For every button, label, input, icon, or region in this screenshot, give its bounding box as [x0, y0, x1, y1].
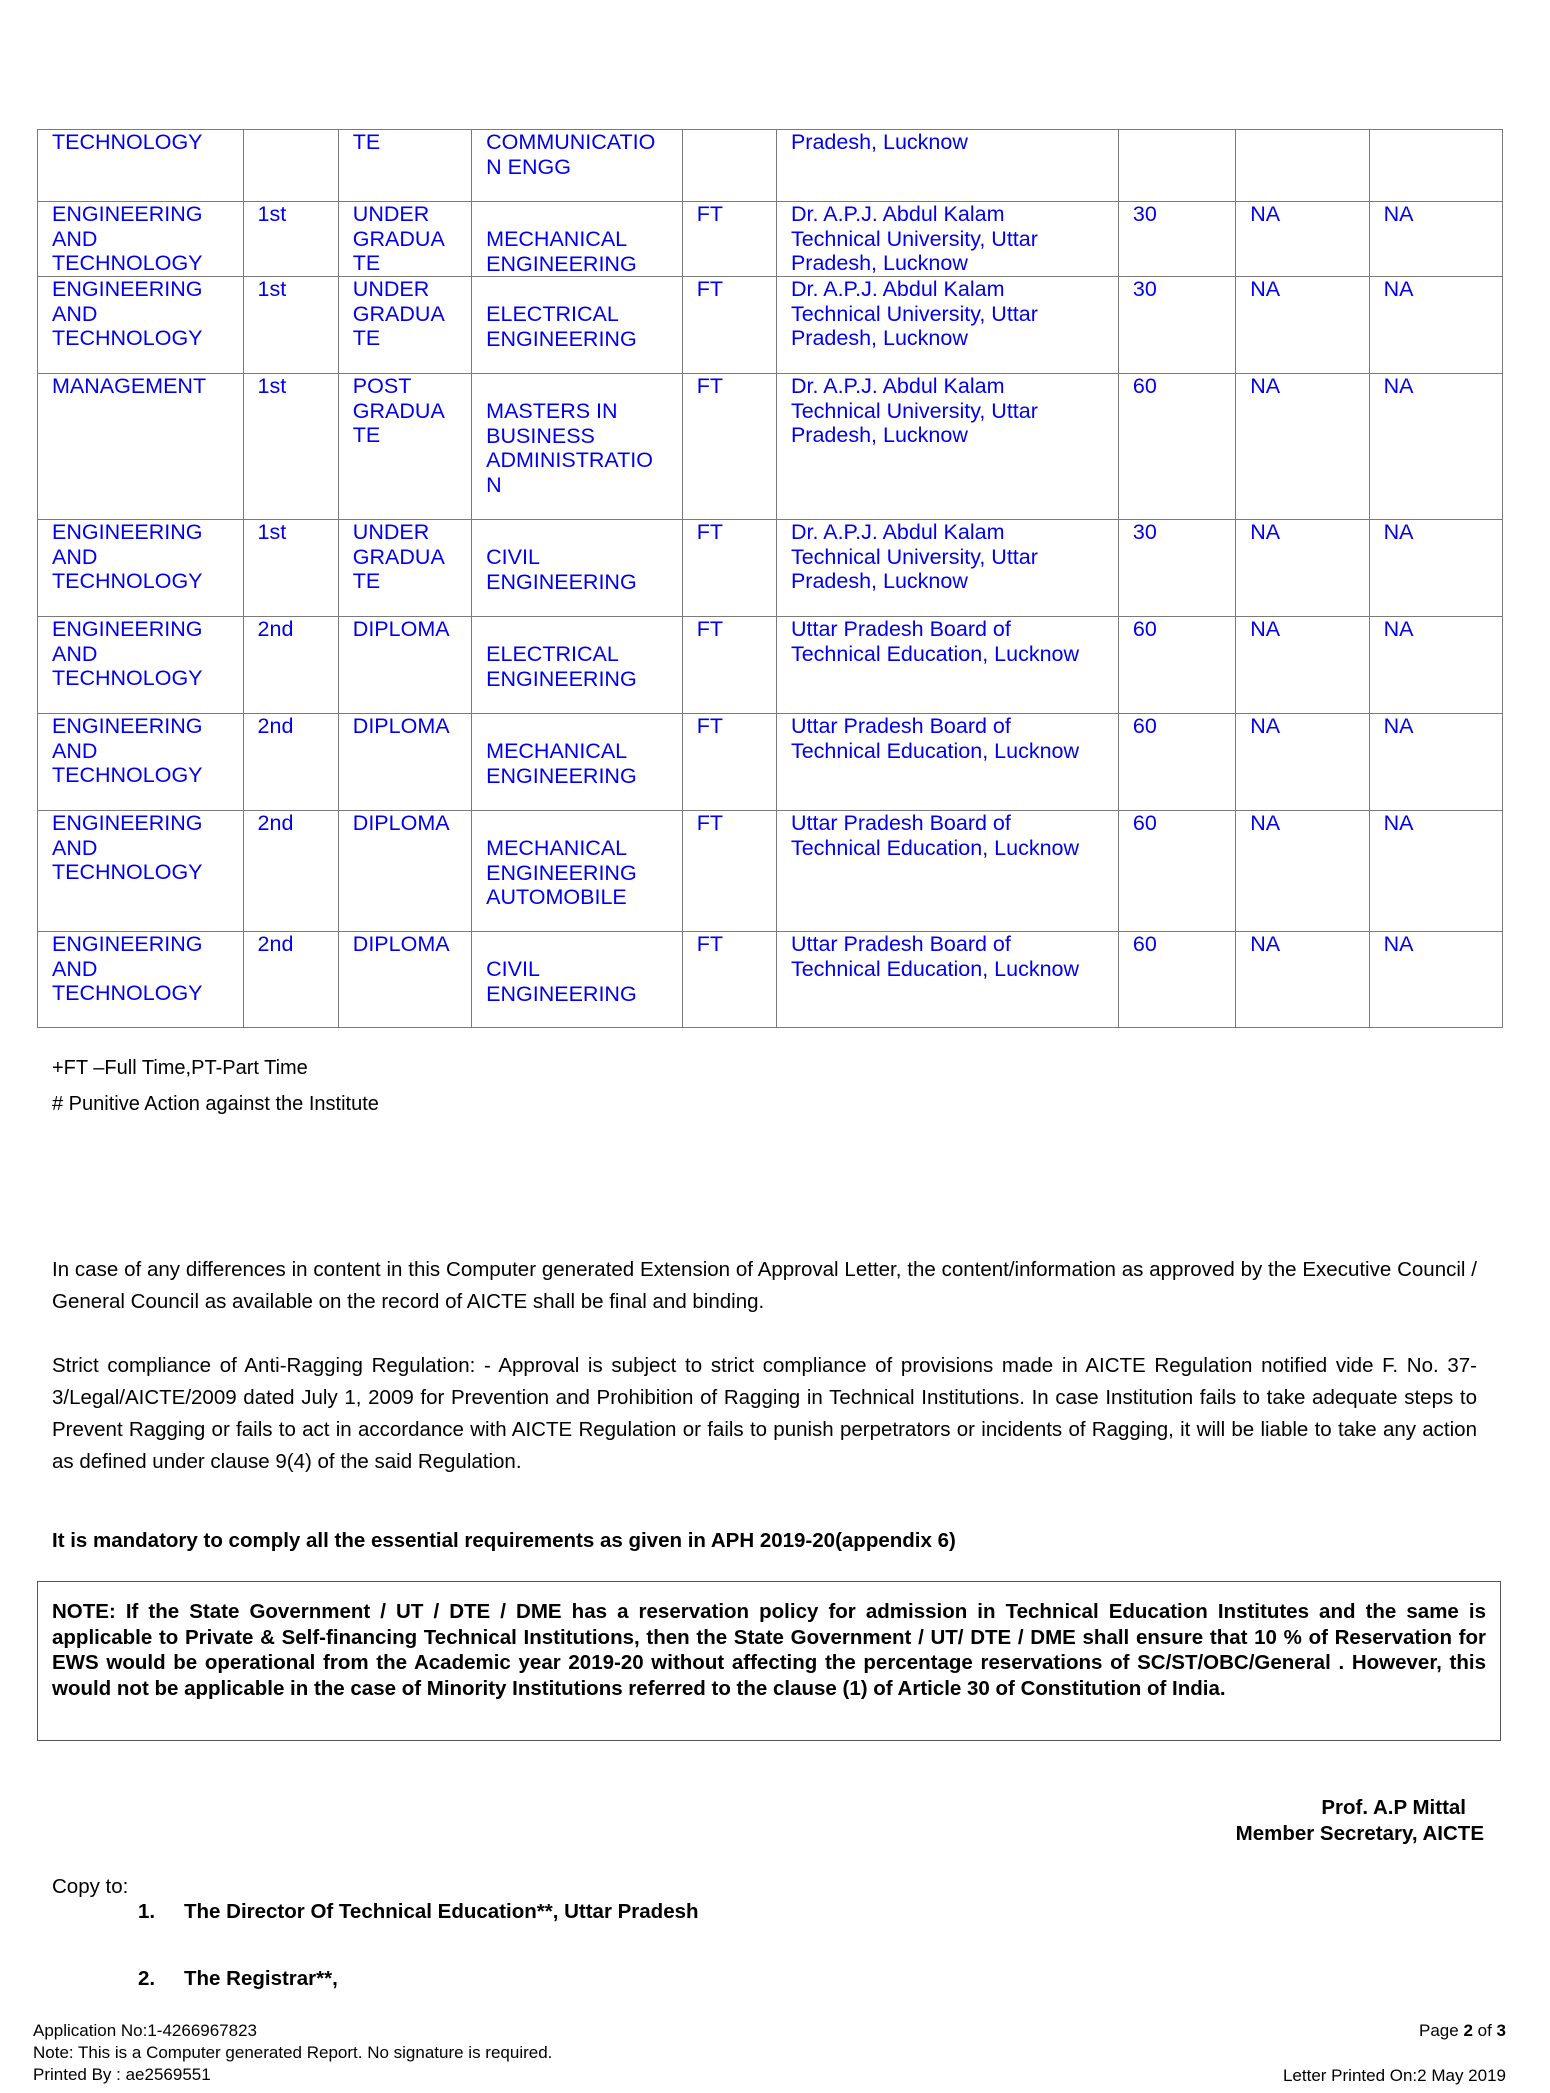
table-row: [38, 932, 1503, 1028]
cell-course: [472, 811, 683, 932]
cell-ft-pt: [682, 520, 776, 617]
legend-punitive-action: # Punitive Action against the Institute: [52, 1093, 379, 1115]
cell-level-text: POST GRADUA TE: [352, 374, 445, 447]
cell-ft-pt-text: FT: [696, 202, 723, 226]
cell-nri: [1236, 617, 1369, 714]
cell-program: [38, 811, 244, 932]
footer-page-number: [1419, 2020, 1506, 2042]
cell-affiliating-body: [776, 202, 1118, 277]
cell-shift-text: 2nd: [257, 811, 294, 835]
cell-intake: [1118, 374, 1235, 520]
cell-level-text: UNDER GRADUA TE: [352, 202, 445, 275]
cell-intake-text: 30: [1132, 520, 1157, 544]
cell-pio: [1369, 202, 1502, 277]
cell-pio-text: NA: [1383, 520, 1414, 544]
cell-nri-text: NA: [1250, 202, 1281, 226]
cell-ft-pt: [682, 932, 776, 1028]
cell-program: [38, 617, 244, 714]
copy-to-label: Copy to:: [52, 1875, 129, 1898]
cell-program-text: ENGINEERING AND TECHNOLOGY: [52, 617, 203, 690]
cell-program: [38, 714, 244, 811]
differences-paragraph: In case of any differences in content in this Computer generated Extension of Approval Letter, the content/information as approved by the Executive Council / General Council as available on the record of AICTE shall be final and binding.: [52, 1258, 1477, 1313]
cell-pio: [1369, 277, 1502, 374]
cell-ft-pt: [682, 811, 776, 932]
cell-pio: [1369, 617, 1502, 714]
cell-course: [472, 520, 683, 617]
cell-affiliating-body-text: Dr. A.P.J. Abdul Kalam Technical University, Uttar Pradesh, Lucknow: [790, 202, 1038, 275]
cell-intake-text: 30: [1132, 202, 1157, 226]
cell-affiliating-body: [776, 617, 1118, 714]
cell-course: [472, 130, 683, 202]
cell-course-text: CIVIL ENGINEERING: [486, 957, 637, 1006]
cell-level-text: UNDER GRADUA TE: [352, 277, 445, 350]
cell-nri: [1236, 374, 1369, 520]
cell-level: [338, 617, 471, 714]
copy-to-item: [138, 1900, 699, 1924]
cell-nri: [1236, 714, 1369, 811]
cell-nri: [1236, 130, 1369, 202]
cell-ft-pt-text: FT: [696, 811, 723, 835]
cell-level: [338, 811, 471, 932]
cell-shift-text: 1st: [257, 520, 287, 544]
cell-program: [38, 202, 244, 277]
cell-pio-text: NA: [1383, 811, 1414, 835]
table-row: [38, 374, 1503, 520]
cell-course-text: MECHANICAL ENGINEERING AUTOMOBILE: [486, 836, 637, 909]
cell-course-text: MECHANICAL ENGINEERING: [486, 739, 637, 788]
cell-intake-text: 30: [1132, 277, 1157, 301]
cell-pio-text: NA: [1383, 202, 1414, 226]
cell-intake: [1118, 277, 1235, 374]
cell-program-text: ENGINEERING AND TECHNOLOGY: [52, 714, 203, 787]
cell-pio-text: NA: [1383, 714, 1414, 738]
cell-level: [338, 714, 471, 811]
cell-program-text: ENGINEERING AND TECHNOLOGY: [52, 932, 203, 1005]
cell-course: [472, 374, 683, 520]
cell-program-text: ENGINEERING AND TECHNOLOGY: [52, 277, 203, 350]
cell-level: [338, 374, 471, 520]
cell-program-text: ENGINEERING AND TECHNOLOGY: [52, 202, 203, 275]
copy-to-item-number: 1.: [138, 1900, 156, 1923]
cell-program: [38, 130, 244, 202]
cell-intake-text: 60: [1132, 932, 1157, 956]
cell-shift-text: 2nd: [257, 714, 294, 738]
cell-pio: [1369, 374, 1502, 520]
cell-level: [338, 932, 471, 1028]
cell-shift: [243, 714, 338, 811]
cell-ft-pt-text: FT: [696, 714, 723, 738]
copy-to-item: [138, 1967, 338, 1991]
cell-affiliating-body-text: Dr. A.P.J. Abdul Kalam Technical University, Uttar Pradesh, Lucknow: [790, 520, 1038, 593]
cell-course: [472, 617, 683, 714]
cell-course-text: COMMUNICATIO N ENGG: [486, 130, 656, 179]
cell-pio-text: NA: [1383, 374, 1414, 398]
cell-nri: [1236, 202, 1369, 277]
cell-program: [38, 277, 244, 374]
cell-shift-text: 1st: [257, 374, 287, 398]
cell-pio: [1369, 714, 1502, 811]
anti-ragging-paragraph: Strict compliance of Anti-Ragging Regulation: - Approval is subject to strict compliance of provisions made in AICTE Regulation notified vide F. No. 37-3/Legal/AICTE/2009 dated July 1, 2009 for Prevention and Prohibition of Ragging in Technical Institutions. In case Institution fails to take adequate steps to Prevent Ragging or fails to act in accordance with AICTE Regulation or fails to punish perpetrators or incidents of Ragging, it will be liable to take any action as defined under clause 9(4) of the said Regulation.: [52, 1354, 1477, 1473]
cell-course: [472, 932, 683, 1028]
cell-pio-text: NA: [1383, 277, 1414, 301]
cell-pio: [1369, 811, 1502, 932]
cell-shift-text: 1st: [257, 277, 287, 301]
cell-intake: [1118, 130, 1235, 202]
cell-intake: [1118, 811, 1235, 932]
cell-level-text: DIPLOMA: [352, 617, 450, 641]
cell-program-text: TECHNOLOGY: [52, 130, 203, 154]
cell-ft-pt-text: FT: [696, 617, 723, 641]
cell-nri-text: NA: [1250, 277, 1281, 301]
copy-to-item-number: 2.: [138, 1967, 156, 1990]
cell-pio-text: NA: [1383, 617, 1414, 641]
cell-nri-text: NA: [1250, 811, 1281, 835]
cell-intake-text: 60: [1132, 714, 1157, 738]
cell-affiliating-body: [776, 374, 1118, 520]
cell-shift-text: 2nd: [257, 617, 294, 641]
cell-intake: [1118, 932, 1235, 1028]
cell-pio: [1369, 130, 1502, 202]
cell-affiliating-body: [776, 130, 1118, 202]
footer-printed-by: Printed By : ae2569551: [33, 2065, 211, 2084]
footer-computer-generated-note: Note: This is a Computer generated Report. No signature is required.: [33, 2043, 553, 2062]
cell-ft-pt: [682, 130, 776, 202]
cell-nri: [1236, 811, 1369, 932]
cell-ft-pt-text: FT: [696, 277, 723, 301]
cell-nri: [1236, 277, 1369, 374]
cell-affiliating-body: [776, 714, 1118, 811]
cell-shift: [243, 374, 338, 520]
footer-printed-on: Letter Printed On:2 May 2019: [1282, 2066, 1506, 2085]
cell-course-text: MASTERS IN BUSINESS ADMINISTRATIO N: [486, 399, 653, 497]
cell-ft-pt: [682, 617, 776, 714]
cell-shift: [243, 202, 338, 277]
table-row: [38, 202, 1503, 277]
cell-shift-text: 1st: [257, 202, 287, 226]
cell-intake-text: 60: [1132, 617, 1157, 641]
programs-table: [37, 129, 1503, 1028]
cell-nri-text: NA: [1250, 617, 1281, 641]
copy-to-item-text: The Registrar**,: [184, 1967, 338, 1990]
cell-program: [38, 374, 244, 520]
cell-ft-pt: [682, 714, 776, 811]
table-row: [38, 811, 1503, 932]
cell-shift: [243, 277, 338, 374]
cell-affiliating-body-text: Uttar Pradesh Board of Technical Education, Lucknow: [790, 932, 1080, 981]
cell-affiliating-body-text: Pradesh, Lucknow: [790, 130, 968, 154]
cell-ft-pt-text: FT: [696, 932, 723, 956]
cell-nri-text: NA: [1250, 520, 1281, 544]
signatory-name: Prof. A.P Mittal: [1321, 1796, 1466, 1819]
ews-reservation-note: NOTE: If the State Government / UT / DTE / DME has a reservation policy for admission in Technical Education Institutes and the same is applicable to Private & Self-financing Technical Institutions, then the State Government / UT/ DTE / DME shall ensure that 10 % of Reservation for EWS would be operational from the Academic year 2019-20 without affecting the percentage reservations of SC/ST/OBC/General . However, this would not be applicable in the case of Minority Institutions referred to the clause (1) of Article 30 of Constitution of India.: [37, 1581, 1501, 1741]
table-row: [38, 277, 1503, 374]
cell-shift: [243, 617, 338, 714]
footer-application-number: Application No:1-4266967823: [33, 2021, 258, 2040]
copy-to-item-text: The Director Of Technical Education**, Uttar Pradesh: [184, 1900, 699, 1923]
cell-shift: [243, 520, 338, 617]
cell-intake: [1118, 202, 1235, 277]
cell-program-text: ENGINEERING AND TECHNOLOGY: [52, 520, 203, 593]
mandatory-requirements-text: It is mandatory to comply all the essential requirements as given in APH 2019-20(appendix 6): [52, 1529, 956, 1552]
cell-nri: [1236, 520, 1369, 617]
cell-ft-pt: [682, 374, 776, 520]
cell-affiliating-body-text: Uttar Pradesh Board of Technical Education, Lucknow: [790, 714, 1080, 763]
cell-level-text: DIPLOMA: [352, 714, 450, 738]
cell-level: [338, 520, 471, 617]
cell-level-text: DIPLOMA: [352, 932, 450, 956]
cell-shift: [243, 932, 338, 1028]
cell-pio: [1369, 520, 1502, 617]
cell-level-text: DIPLOMA: [352, 811, 450, 835]
table-row: [38, 130, 1503, 202]
cell-course-text: CIVIL ENGINEERING: [486, 545, 637, 594]
page-of: of: [1472, 2021, 1497, 2040]
cell-nri-text: NA: [1250, 374, 1281, 398]
cell-affiliating-body-text: Dr. A.P.J. Abdul Kalam Technical University, Uttar Pradesh, Lucknow: [790, 374, 1038, 447]
cell-affiliating-body: [776, 520, 1118, 617]
cell-affiliating-body-text: Uttar Pradesh Board of Technical Education, Lucknow: [790, 811, 1080, 860]
cell-program: [38, 932, 244, 1028]
cell-level: [338, 202, 471, 277]
cell-level: [338, 277, 471, 374]
signatory-title: Member Secretary, AICTE: [1235, 1822, 1484, 1845]
cell-course-text: ELECTRICAL ENGINEERING: [486, 642, 637, 691]
cell-shift: [243, 130, 338, 202]
cell-affiliating-body-text: Dr. A.P.J. Abdul Kalam Technical University, Uttar Pradesh, Lucknow: [790, 277, 1038, 350]
legend-full-time: +FT –Full Time,PT-Part Time: [52, 1057, 308, 1079]
cell-intake-text: 60: [1132, 374, 1157, 398]
cell-ft-pt-text: FT: [696, 520, 723, 544]
cell-nri-text: NA: [1250, 932, 1281, 956]
cell-ft-pt: [682, 277, 776, 374]
cell-course: [472, 202, 683, 277]
page-prefix: Page: [1419, 2021, 1464, 2040]
cell-affiliating-body: [776, 932, 1118, 1028]
cell-course-text: ELECTRICAL ENGINEERING: [486, 302, 637, 351]
page-current: 2: [1463, 2021, 1473, 2040]
cell-course-text: MECHANICAL ENGINEERING: [486, 227, 637, 276]
cell-intake: [1118, 617, 1235, 714]
cell-shift-text: 2nd: [257, 932, 294, 956]
cell-affiliating-body: [776, 277, 1118, 374]
cell-program-text: ENGINEERING AND TECHNOLOGY: [52, 811, 203, 884]
cell-intake: [1118, 714, 1235, 811]
page-total: 3: [1496, 2021, 1506, 2040]
cell-level-text: UNDER GRADUA TE: [352, 520, 445, 593]
cell-program: [38, 520, 244, 617]
cell-intake-text: 60: [1132, 811, 1157, 835]
cell-course: [472, 277, 683, 374]
cell-affiliating-body: [776, 811, 1118, 932]
table-row: [38, 714, 1503, 811]
table-row: [38, 617, 1503, 714]
cell-nri: [1236, 932, 1369, 1028]
cell-course: [472, 714, 683, 811]
cell-affiliating-body-text: Uttar Pradesh Board of Technical Education, Lucknow: [790, 617, 1080, 666]
cell-program-text: MANAGEMENT: [52, 374, 207, 398]
table-row: [38, 520, 1503, 617]
cell-pio: [1369, 932, 1502, 1028]
cell-intake: [1118, 520, 1235, 617]
cell-level: [338, 130, 471, 202]
cell-ft-pt-text: FT: [696, 374, 723, 398]
cell-ft-pt: [682, 202, 776, 277]
cell-level-text: TE: [352, 130, 381, 154]
cell-nri-text: NA: [1250, 714, 1281, 738]
cell-shift: [243, 811, 338, 932]
cell-pio-text: NA: [1383, 932, 1414, 956]
